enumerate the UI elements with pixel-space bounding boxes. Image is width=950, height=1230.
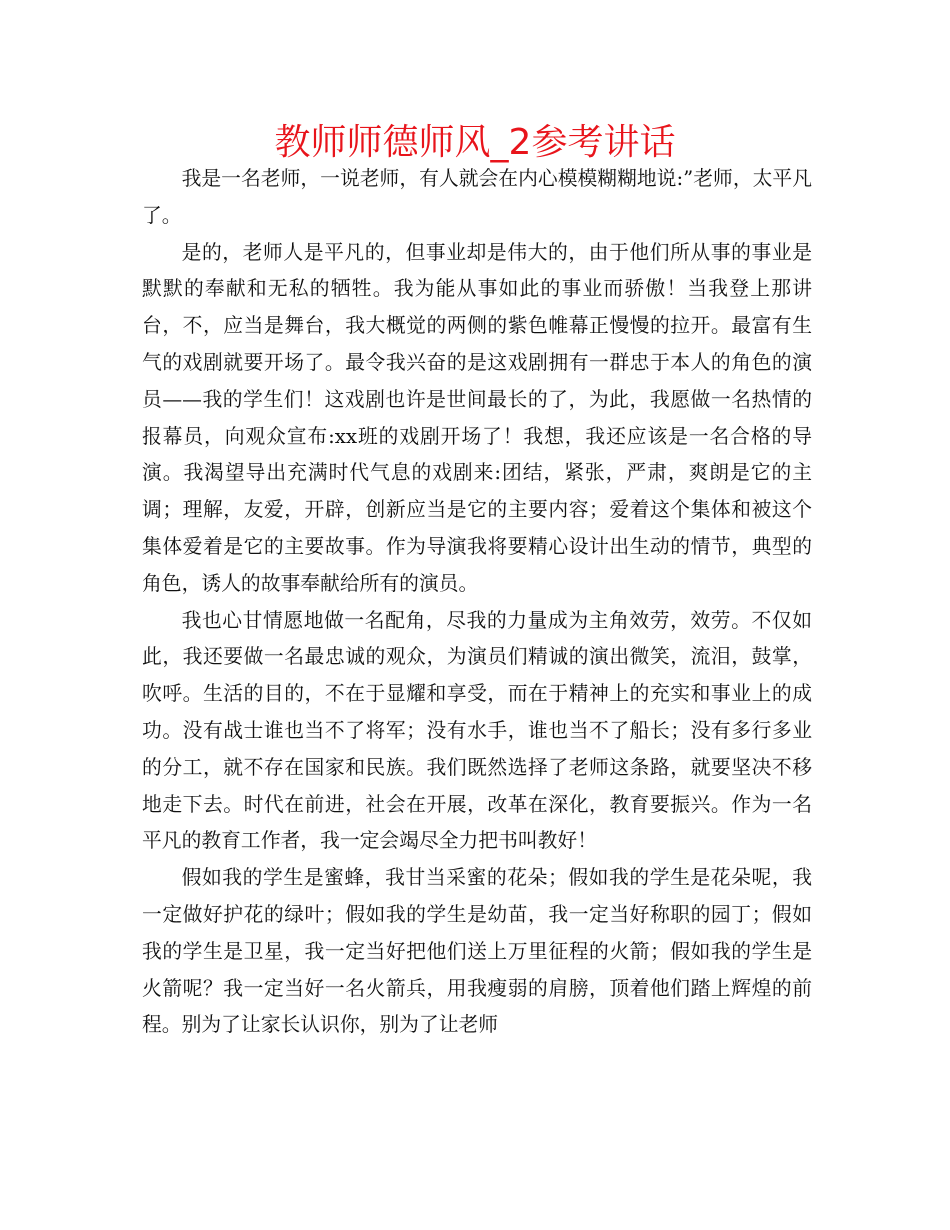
document-body	[142, 161, 812, 1044]
paragraph-supporting-role: 我也心甘情愿地做一名配角，尽我的力量成为主角效劳，效劳。不仅如此，我还要做一名最忠诚的观众，为演员们精诚的演出微笑，流泪，鼓掌，吹呼。生活的目的，不在于显耀和享受，而在于精神上的充实和事业上的成功。没有战士谁也当不了将军；没有水手，谁也当不了船长；没有多行多业的分工，就不存在国家和民族。我们既然选择了老师这条路，就要坚决不移地走下去。时代在前进，社会在开展，改革在深化，教育要振兴。作为一名平凡的教育工作者，我一定会竭尽全力把书叫教好！	[142, 608, 812, 853]
paragraph-students-metaphor: 假如我的学生是蜜蜂，我甘当采蜜的花朵；假如我的学生是花朵呢，我一定做好护花的绿叶；假如我的学生是幼苗，我一定当好称职的园丁；假如我的学生是卫星，我一定当好把他们送上万里征程的火箭；假如我的学生是火箭呢？我一定当好一名火箭兵，用我瘦弱的肩膀，顶着他们踏上辉煌的前程。别为了让家长认识你，别为了让老师	[142, 866, 812, 1037]
paragraph-career: 是的，老师人是平凡的，但事业却是伟大的，由于他们所从事的事业是默默的奉献和无私的牺牲。我为能从事如此的事业而骄傲！当我登上那讲台，不，应当是舞台，我大概觉的两侧的紫色帷幕正慢慢的拉开。最富有生气的戏剧就要开场了。最令我兴奋的是这戏剧拥有一群忠于本人的角色的演员——我的学生们！这戏剧也许是世间最长的了，为此，我愿做一名热情的报幕员，向观众宣布:xx班的戏剧开场了！我想，我还应该是一名合格的导演。我渴望导出充满时代气息的戏剧来:团结，紧张，严肃，爽朗是它的主调；理解，友爱，开辟，创新应当是它的主要内容；爱着这个集体和被这个集体爱着是它的主要故事。作为导演我将要精心设计出生动的情节，典型的角色，诱人的故事奉献给所有的演员。	[142, 240, 812, 595]
paragraph-intro: 我是一名老师，一说老师，有人就会在内心模模糊糊地说:”老师，太平凡了。	[142, 167, 812, 227]
document-title: 教师师德师风_2参考讲话	[274, 122, 676, 163]
